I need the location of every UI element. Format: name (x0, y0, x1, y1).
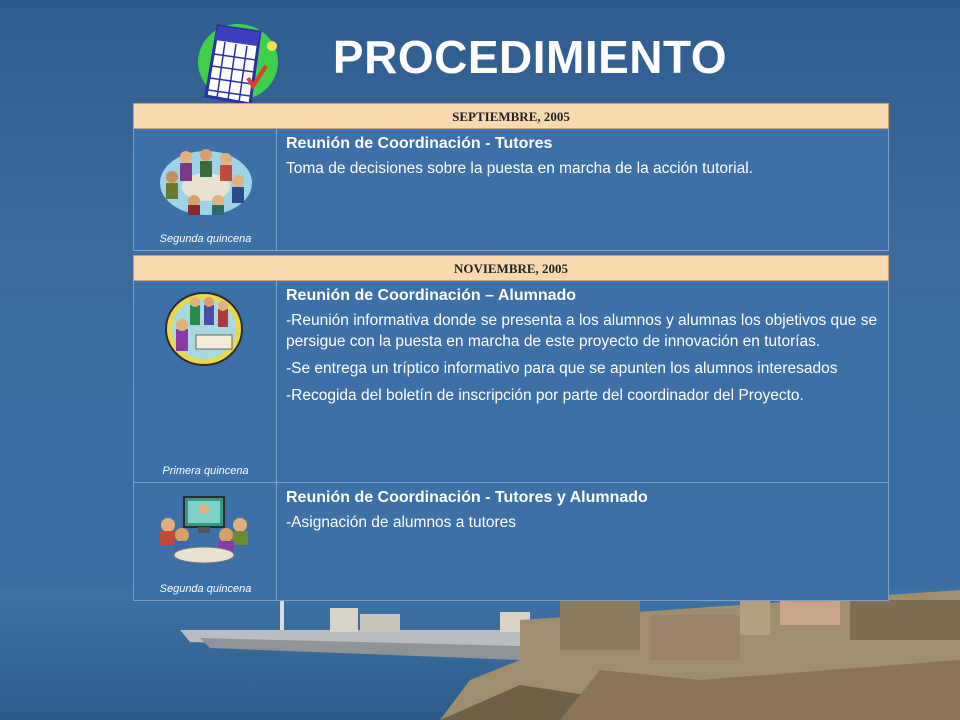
period-cell (134, 483, 277, 600)
activity-line: -Recogida del boletín de inscripción por parte del coordinador del Proyecto. (286, 387, 804, 404)
videoconference-illustration (154, 491, 254, 571)
month-header: SEPTIEMBRE, 2005 (133, 103, 889, 129)
activity-line: -Asignación de alumnos a tutores (286, 514, 517, 531)
table-row (133, 129, 889, 251)
activity-line: Toma de decisiones sobre la puesta en marcha de la acción tutorial. (286, 160, 753, 177)
classroom-illustration (154, 289, 254, 369)
period-label: Primera quincena (162, 465, 249, 477)
activity-cell (277, 281, 888, 482)
table-row (133, 281, 889, 483)
calendar-icon (190, 16, 290, 108)
activity-line: -Reunión informativa donde se presenta a los alumnos y alumnas los objetivos que se persigue con la puesta en marcha de este proyecto de innovación en tutorías. (286, 312, 878, 350)
meeting-illustration (154, 137, 254, 217)
activity-cell (277, 483, 888, 600)
period-label: Segunda quincena (159, 583, 252, 595)
schedule-table (133, 103, 889, 601)
activity-title: Reunión de Coordinación - Tutores (286, 135, 553, 152)
activity-line: -Se entrega un tríptico informativo para que se apunten los alumnos interesados (286, 360, 838, 377)
activity-title: Reunión de Coordinación - Tutores y Alumnado (286, 489, 648, 506)
period-cell (134, 129, 277, 250)
activity-cell (277, 129, 888, 250)
slide-title: PROCEDIMIENTO (332, 31, 728, 83)
harbor-background-image (0, 590, 960, 720)
activity-title: Reunión de Coordinación – Alumnado (286, 287, 577, 304)
table-row (133, 483, 889, 601)
period-label: Segunda quincena (159, 233, 252, 245)
period-cell (134, 281, 277, 482)
month-header: NOVIEMBRE, 2005 (133, 255, 889, 281)
